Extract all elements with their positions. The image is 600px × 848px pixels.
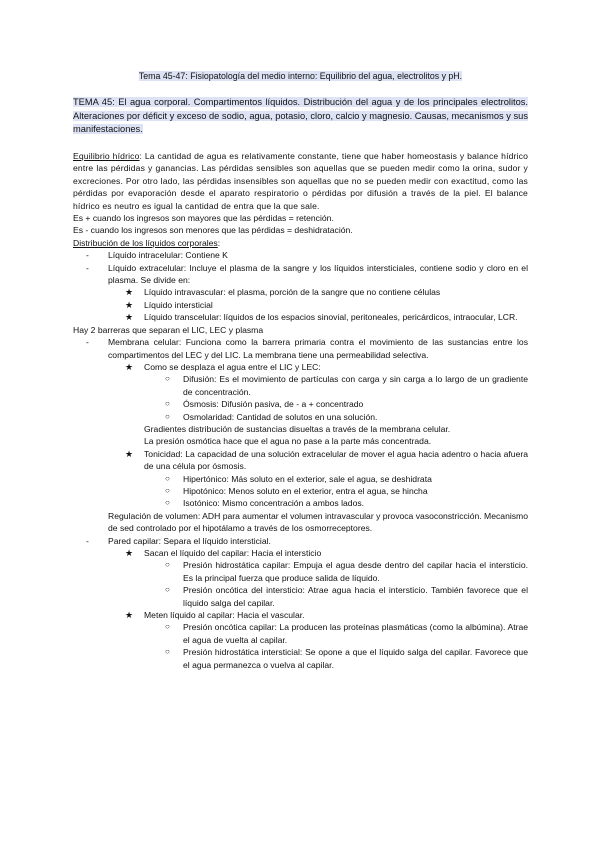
circle-bullet-icon: ○ — [165, 647, 170, 657]
star-bullet-icon: ★ — [125, 299, 134, 310]
balance-negative: Es - cuando los ingresos son menores que las pérdidas = deshidratación. — [73, 225, 353, 236]
list-item — [73, 411, 528, 423]
list-item — [73, 559, 528, 584]
star-bullet-icon: ★ — [125, 287, 134, 298]
equilibrio-text: : La cantidad de agua es relativamente constante, tiene que haber homeostasis y balance hídrico entre las pérdidas y ganancias. Las pérdidas sensibles son aquellas que se pueden medir como la orina, sudor y excreciones. Por otro lado, las pérdidas insensibles son aquellas que no se pueden medir con exactitud, como las pérdidas por evaporación desde el aparato respiratorio o pérdidas por difusión a través de la piel. El balance hídrico es neutro es igual la cantidad de entra que la que sale. — [73, 151, 528, 211]
regulacion-text: Regulación de volumen: ADH para aumentar el volumen intravascular y provoca vasoconstricción. Mecanismo de sed controlado por el hipotálamo a través de los osmorreceptores. — [108, 510, 528, 534]
distribucion-heading: Distribución de los líquidos corporales: — [73, 237, 221, 248]
pared-capilar-text: Pared capilar: Separa el líquido intersticial. — [108, 535, 271, 546]
star-bullet-icon: ★ — [125, 548, 134, 559]
list-item — [73, 249, 528, 261]
distribucion-label: Distribución de los líquidos corporales — [73, 237, 218, 248]
sacan-text: Sacan el líquido del capilar: Hacia el intersticio — [144, 548, 322, 559]
sub-item-text: Líquido intravascular: el plasma, porción de la sangre que no contiene células — [144, 287, 441, 298]
circle-bullet-icon: ○ — [165, 473, 170, 483]
dash-bullet-icon: - — [86, 250, 89, 261]
meten-text: Meten líquido al capilar: Hacia el vascular. — [144, 610, 305, 621]
list-item — [73, 473, 528, 485]
list-item — [73, 398, 528, 410]
sub-item-text: Hipotónico: Menos soluto en el exterior, entra el agua, se hincha — [183, 485, 428, 496]
circle-bullet-icon: ○ — [165, 399, 170, 409]
sub-item-text: Ósmosis: Difusión pasiva, de - a + concentrado — [183, 399, 364, 410]
sub-item-text: Difusión: Es el movimiento de partículas con carga y sin carga a lo largo de un gradiente de concentración. — [183, 374, 528, 397]
extracelular-text: Líquido extracelular: Incluye el plasma de la sangre y los líquidos intersticiales, contiene sodio y cloro en el plasma. Se divide en: — [108, 262, 528, 286]
circle-bullet-icon: ○ — [165, 498, 170, 508]
list-item — [73, 286, 528, 298]
list-item — [73, 485, 528, 497]
balance-positive: Es + cuando los ingresos son mayores que las pérdidas = retención. — [73, 213, 334, 224]
circle-bullet-icon: ○ — [165, 560, 170, 570]
presion-osmotica-text: La presión osmótica hace que el agua no pase a la parte más concentrada. — [144, 436, 432, 447]
list-item — [73, 584, 528, 609]
gradientes-text: Gradientes distribución de sustancias disueltas a través de la membrana celular. — [144, 423, 451, 434]
list-item — [73, 361, 528, 373]
dash-bullet-icon: - — [86, 535, 89, 546]
circle-bullet-icon: ○ — [165, 411, 170, 421]
circle-bullet-icon: ○ — [165, 374, 170, 384]
sub-item-text: Líquido transcelular: líquidos de los espacios sinovial, peritoneales, pericárdicos, intraocular, LCR. — [144, 312, 518, 323]
circle-bullet-icon: ○ — [165, 485, 170, 495]
sub-item-text: Hipertónico: Más soluto en el exterior, sale el agua, se deshidrata — [183, 473, 432, 484]
list-item — [73, 262, 528, 287]
star-bullet-icon: ★ — [125, 312, 134, 323]
membrana-text: Membrana celular: Funciona como la barrera primaria contra el movimiento de las sustancias entre los compartimentos del LEC y del LIC. La membrana tiene una permeabilidad selectiva. — [108, 337, 528, 360]
circle-bullet-icon: ○ — [165, 622, 170, 632]
sub-item-text: Líquido intersticial — [144, 299, 213, 310]
list-item — [73, 448, 528, 473]
tema-text: TEMA 45: El agua corporal. Compartimentos líquidos. Distribución del agua y de los principales electrolitos. Alteraciones por déficit y exceso de sodio, agua, potasio, cloro, calcio y magnesio. Causas, mecanismos y sus manifestaciones. — [73, 97, 528, 134]
desplaza-text: Como se desplaza el agua entre el LIC y LEC: — [144, 361, 321, 372]
intracelular-text: Líquido intracelular: Contiene K — [108, 250, 228, 261]
list-item — [73, 311, 528, 323]
sub-item-text: Presión hidrostática capilar: Empuja el agua desde dentro del capilar hacia el intersticio. Es la principal fuerza que produce salida de líquido. — [183, 560, 528, 583]
title-text: Tema 45-47: Fisiopatología del medio interno: Equilibrio del agua, electrolitos y pH. — [138, 71, 463, 81]
equilibrio-label: Equilibrio hídrico — [73, 151, 140, 162]
document-page — [73, 70, 528, 671]
list-item — [73, 609, 528, 621]
tema-heading — [73, 96, 528, 136]
star-bullet-icon: ★ — [125, 361, 134, 372]
sub-item-text: Osmolaridad: Cantidad de solutos en una solución. — [183, 411, 378, 422]
list-item — [73, 336, 528, 361]
list-item — [73, 299, 528, 311]
barreras-intro: Hay 2 barreras que separan el LIC, LEC y plasma — [73, 324, 264, 335]
list-item — [73, 497, 528, 509]
dash-bullet-icon: - — [86, 262, 89, 273]
tonicidad-text: Tonicidad: La capacidad de una solución extracelular de mover el agua hacia adentro o hacia afuera de una célula por ósmosis. — [144, 448, 528, 472]
list-item — [73, 535, 528, 547]
sub-item-text: Presión oncótica capilar: La producen las proteínas plasmáticas (como la albúmina). Atrae el agua de vuelta al capilar. — [183, 622, 528, 645]
list-item — [73, 547, 528, 559]
list-item — [73, 621, 528, 646]
sub-item-text: Presión hidrostática intersticial: Se opone a que el líquido salga del capilar. Favorece que el agua permanezca o vuelva al capilar. — [183, 647, 528, 670]
circle-bullet-icon: ○ — [165, 585, 170, 595]
star-bullet-icon: ★ — [125, 448, 134, 459]
equilibrio-paragraph — [73, 150, 528, 212]
dash-bullet-icon: - — [86, 337, 89, 348]
sub-item-text: Presión oncótica del intersticio: Atrae agua hacia el intersticio. También favorece que el líquido salga del capilar. — [183, 585, 528, 608]
document-title — [73, 70, 528, 82]
sub-item-text: Isotónico: Mismo concentración a ambos lados. — [183, 498, 365, 509]
list-item — [73, 646, 528, 671]
list-item — [73, 373, 528, 398]
star-bullet-icon: ★ — [125, 610, 134, 621]
